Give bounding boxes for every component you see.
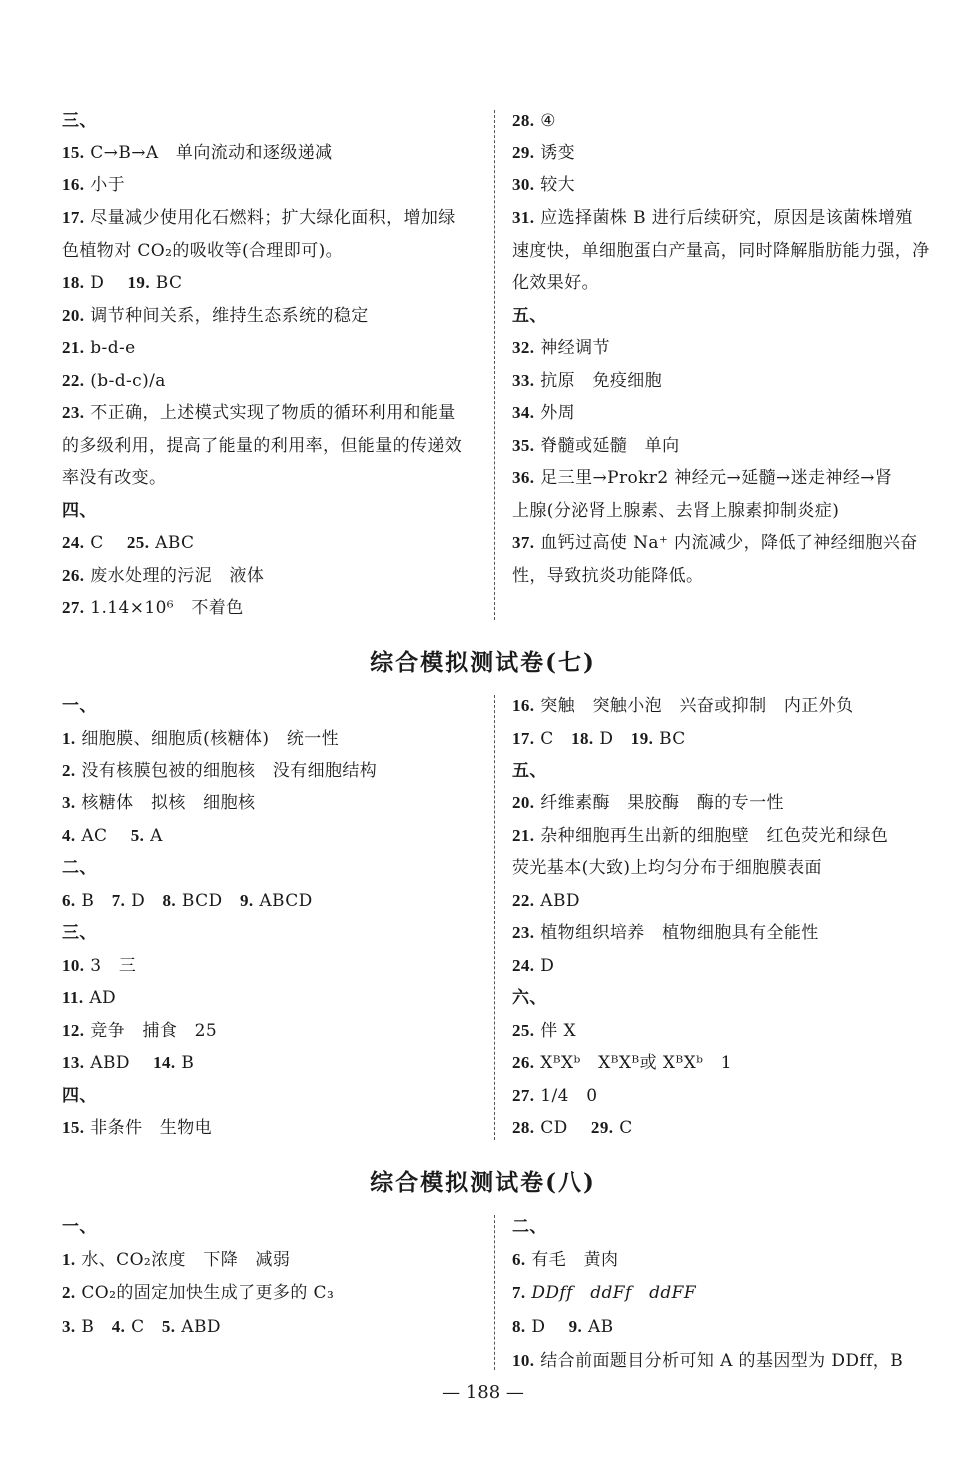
answer-item: 7. DDff ddFf ddFF <box>512 1283 697 1303</box>
answer-continuation: 化效果好。 <box>512 273 599 293</box>
answer-item: 26. 废水处理的污泥 液体 <box>62 566 265 586</box>
answer-item: 2. 没有核膜包被的细胞核 没有细胞结构 <box>62 761 378 781</box>
answer-item: 22. (b-d-c)/a <box>62 371 166 391</box>
answer-item: 25. 伴 X <box>512 1021 576 1041</box>
answer-continuation: 速度快，单细胞蛋白产量高，同时降解脂肪能力强，净 <box>512 241 930 261</box>
answer-item: 10. 结合前面题目分析可知 A 的基因型为 DDff，B <box>512 1351 904 1371</box>
answer-item: 27. 1/4 0 <box>512 1086 598 1106</box>
answer-item: 35. 脊髓或延髓 单向 <box>512 436 680 456</box>
answer-item: 34. 外周 <box>512 403 576 423</box>
answer-item: 28. ④ <box>512 111 556 131</box>
answer-item: 2. CO₂的固定加快生成了更多的 C₃ <box>62 1283 335 1303</box>
section-heading: 二、 <box>512 1217 547 1237</box>
answer-item: 24. C 25. ABC <box>62 533 195 553</box>
section-heading: 三、 <box>62 111 97 131</box>
section-heading: 五、 <box>512 306 547 326</box>
section-title-test-8: 综合模拟测试卷(八) <box>370 1169 596 1196</box>
answer-item: 22. ABD <box>512 891 580 911</box>
answer-item: 29. 诱变 <box>512 143 576 163</box>
answer-item: 3. B 4. C 5. ABD <box>62 1317 221 1337</box>
section-heading: 六、 <box>512 988 547 1008</box>
answer-item: 11. AD <box>62 988 117 1008</box>
answer-item: 15. C→B→A 单向流动和逐级递减 <box>62 143 333 163</box>
answer-continuation: 荧光基本(大致)上均匀分布于细胞膜表面 <box>512 858 822 878</box>
section-heading: 三、 <box>62 923 97 943</box>
section-heading: 一、 <box>62 1217 97 1237</box>
answer-item: 33. 抗原 免疫细胞 <box>512 371 663 391</box>
answer-item: 23. 植物组织培养 植物细胞具有全能性 <box>512 923 819 943</box>
answer-item: 4. AC 5. A <box>62 826 163 846</box>
answer-item: 32. 神经调节 <box>512 338 610 358</box>
answer-item: 13. ABD 14. B <box>62 1053 195 1073</box>
section-heading: 四、 <box>62 501 97 521</box>
answer-item: 17. 尽量减少使用化石燃料；扩大绿化面积，增加绿 <box>62 208 456 228</box>
column-divider-top <box>494 110 495 620</box>
answer-item: 16. 小于 <box>62 175 126 195</box>
answer-item: 18. D 19. BC <box>62 273 183 293</box>
section-heading: 四、 <box>62 1086 97 1106</box>
answer-item: 21. b-d-e <box>62 338 136 358</box>
answer-item: 27. 1.14×10⁶ 不着色 <box>62 598 244 618</box>
answer-continuation: 的多级利用，提高了能量的利用率，但能量的传递效 <box>62 436 463 456</box>
answer-item: 30. 较大 <box>512 175 576 195</box>
answer-item: 10. 3 三 <box>62 956 137 976</box>
answer-item: 31. 应选择菌株 B 进行后续研究，原因是该菌株增殖 <box>512 208 913 228</box>
answer-item: 6. 有毛 黄肉 <box>512 1250 619 1270</box>
answer-item: 36. 足三里→Prokr2 神经元→延髓→迷走神经→肾 <box>512 468 893 488</box>
answer-item: 16. 突触 突触小泡 兴奋或抑制 内正外负 <box>512 696 854 716</box>
answer-item: 6. B 7. D 8. BCD 9. ABCD <box>62 891 313 911</box>
answer-item: 21. 杂种细胞再生出新的细胞壁 红色荧光和绿色 <box>512 826 889 846</box>
section-title-test-7: 综合模拟测试卷(七) <box>370 649 596 676</box>
answer-item: 15. 非条件 生物电 <box>62 1118 213 1138</box>
answer-item: 28. CD 29. C <box>512 1118 633 1138</box>
answer-continuation: 上腺(分泌肾上腺素、去肾上腺素抑制炎症) <box>512 501 840 521</box>
answer-item: 37. 血钙过高使 Na⁺ 内流减少，降低了神经细胞兴奋 <box>512 533 918 553</box>
page-number: — 188 — <box>442 1382 524 1403</box>
answer-item: 1. 水、CO₂浓度 下降 减弱 <box>62 1250 291 1270</box>
answer-item: 17. C 18. D 19. BC <box>512 729 686 749</box>
answer-item: 24. D <box>512 956 555 976</box>
section-heading: 一、 <box>62 696 97 716</box>
answer-item: 12. 竞争 捕食 25 <box>62 1021 218 1041</box>
answer-continuation: 性，导致抗炎功能降低。 <box>512 566 704 586</box>
section-heading: 五、 <box>512 761 547 781</box>
answer-item: 1. 细胞膜、细胞质(核糖体) 统一性 <box>62 729 340 749</box>
section-heading: 二、 <box>62 858 97 878</box>
answer-item: 20. 纤维素酶 果胶酶 酶的专一性 <box>512 793 784 813</box>
answer-item: 20. 调节种间关系，维持生态系统的稳定 <box>62 306 369 326</box>
answer-continuation: 色植物对 CO₂的吸收等(合理即可)。 <box>62 241 344 261</box>
answer-item: 23. 不正确，上述模式实现了物质的循环利用和能量 <box>62 403 456 423</box>
answer-continuation: 率没有改变。 <box>62 468 167 488</box>
answer-item: 26. XᴮXᵇ XᴮXᴮ或 XᴮXᵇ 1 <box>512 1053 732 1073</box>
answer-item: 8. D 9. AB <box>512 1317 614 1337</box>
answer-item: 3. 核糖体 拟核 细胞核 <box>62 793 256 813</box>
column-divider-bottom <box>494 1215 495 1370</box>
column-divider-middle <box>494 695 495 1140</box>
